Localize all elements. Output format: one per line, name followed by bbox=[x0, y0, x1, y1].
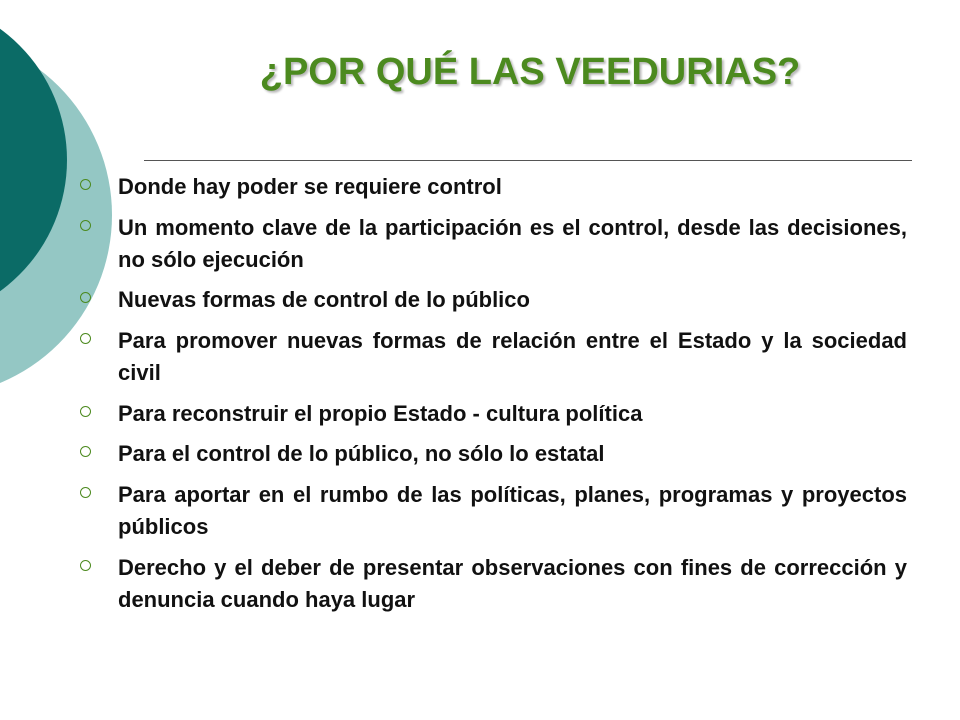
circle-bullet-icon bbox=[80, 560, 91, 571]
bullet-text: Para el control de lo público, no sólo lo estatal bbox=[118, 441, 605, 466]
title-divider bbox=[144, 160, 912, 161]
circle-bullet-icon bbox=[80, 446, 91, 457]
circle-bullet-icon bbox=[80, 333, 91, 344]
bullet-text: Derecho y el deber de presentar observaciones con fines de corrección y denuncia cuando haya lugar bbox=[118, 555, 907, 612]
slide-title: ¿POR QUÉ LAS VEEDURIAS? bbox=[259, 51, 801, 93]
bullet-text: Nuevas formas de control de lo público bbox=[118, 287, 530, 312]
bullet-text: Un momento clave de la participación es el control, desde las decisiones, no sólo ejecución bbox=[118, 215, 907, 272]
bullet-text: Para reconstruir el propio Estado - cultura política bbox=[118, 401, 643, 426]
circle-bullet-icon bbox=[80, 406, 91, 417]
circle-bullet-icon bbox=[80, 220, 91, 231]
bullet-text: Para promover nuevas formas de relación entre el Estado y la sociedad civil bbox=[118, 328, 907, 385]
circle-bullet-icon bbox=[80, 487, 91, 498]
circle-bullet-icon bbox=[80, 179, 91, 190]
circle-bullet-icon bbox=[80, 292, 91, 303]
bullet-text: Donde hay poder se requiere control bbox=[118, 174, 502, 199]
bullet-text: Para aportar en el rumbo de las políticas, planes, programas y proyectos públicos bbox=[118, 482, 907, 539]
